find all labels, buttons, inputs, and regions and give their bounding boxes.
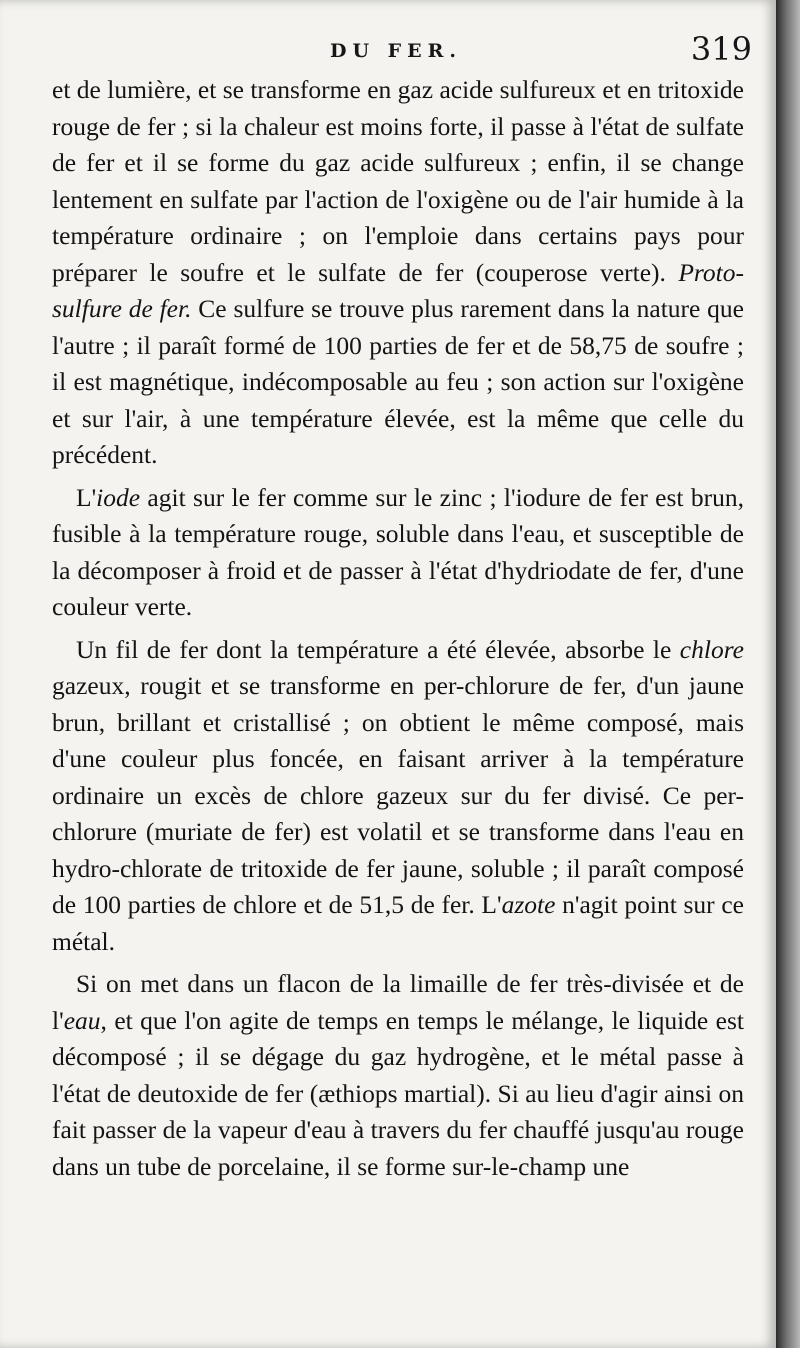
paragraph xyxy=(52,632,744,961)
running-head: DU FER. xyxy=(330,40,463,62)
italic-term: azote xyxy=(501,890,556,919)
text-segment: Si on met dans un flacon de la limaille de fer très-divisée et de l' xyxy=(52,969,744,1035)
italic-term: eau xyxy=(63,1005,101,1035)
text-segment: , et que l'on agite de temps en temps le mélange, le liquide est décomposé ; il se dégage du gaz hydrogène, et le métal passe à l'état de deutoxide de fer (æthiops martial). Si au lieu d'agir ainsi on fait passer de la vapeur d'eau à travers du fer chauffé jusqu'au rouge dans un tube de porcelaine, il se forme sur-le-champ une xyxy=(52,1005,744,1181)
paragraph xyxy=(52,72,744,474)
italic-term: chlore xyxy=(679,634,744,664)
italic-term: Proto-sulfure de fer. xyxy=(52,257,744,323)
text-segment: L' xyxy=(76,482,97,512)
page-number: 319 xyxy=(690,30,752,68)
text-segment: gazeux, rougit et se transforme en per-chlorure de fer, d'un jaune brun, brillant et cristallisé ; on obtient le même composé, mais d'une couleur plus foncée, en faisant arriver à la température ordinaire un excès de chlore gazeux sur du fer divisé. Ce per-chlorure (muriate de fer) est volatil et se transforme dans l'eau en hydro-chlorate de tritoxide de fer jaune, soluble ; il paraît composé de 100 parties de chlore et de 51,5 de fer. L' xyxy=(52,671,744,919)
paragraph xyxy=(52,480,744,626)
text-segment: agit sur le fer comme sur le zinc ; l'iodure de fer est brun, fusible à la température rouge, soluble dans l'eau, et susceptible de la décomposer à froid et de passer à l'état d'hydriodate de fer, d'une couleur verte. xyxy=(52,482,744,621)
text-segment: Un fil de fer dont la température a été élevée, absorbe le xyxy=(76,634,680,664)
italic-term: iode xyxy=(96,482,141,512)
text-segment: Ce sulfure se trouve plus rarement dans la nature que l'autre ; il paraît formé de 100 parties de fer et de 58,75 de soufre ; il est magnétique, indécomposable au feu ; son action sur l'oxigène et sur l'air, à une température élevée, est la même que celle du précédent. xyxy=(52,294,744,469)
scan-edge-shadow xyxy=(776,0,800,1348)
body-text xyxy=(52,72,744,1191)
page-header xyxy=(52,28,752,78)
text-segment: et de lumière, et se transforme en gaz acide sulfureux et en tritoxide rouge de fer ; si la chaleur est moins forte, il passe à l'état de sulfate de fer et il se forme du gaz acide sulfureux ; enfin, il se change lentement en sulfate par l'action de l'oxigène ou de l'air humide à la température ordinaire ; on l'emploie dans certains pays pour préparer le soufre et le sulfate de fer (couperose verte). xyxy=(52,75,744,287)
paragraph xyxy=(52,966,744,1185)
text-segment: n'agit point sur ce métal. xyxy=(52,890,744,956)
